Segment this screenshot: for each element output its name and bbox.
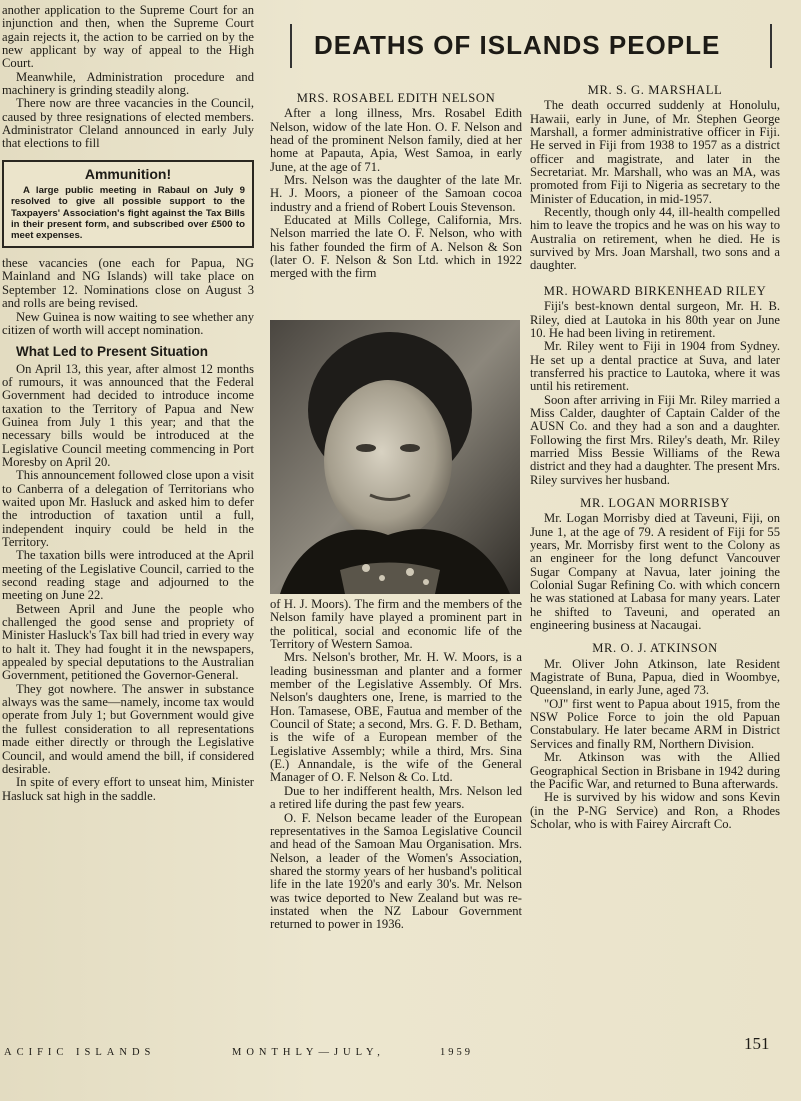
paragraph: Meanwhile, Administration procedure and machinery is grinding steadily along. — [2, 69, 254, 98]
paragraph: There now are three vacancies in the Council, caused by three resignations of elected members. Administrator Cleland announced in early July that elections to fill — [2, 96, 254, 151]
footer-year: 1959 — [440, 1047, 473, 1058]
column-right — [530, 80, 780, 831]
paragraph: Mr. Logan Morrisby died at Taveuni, Fiji, on June 1, at the age of 79. A resident of Fiji for 55 years, Mr. Morrisby first went to the Colony as an engineer for the long defunct Vancouver Sugar Company at Navua, later joining the Colonial Sugar Refining Co. with which concern he was stationed at Labasa for many years. Later he shifted to Taveuni, and operated an engineering business at Nacaugai. — [530, 511, 780, 633]
paragraph: This announcement followed close upon a visit to Canberra of a delegation of Territorians who waited upon Mr. Hasluck and asked him to defer the introduction of taxation until a full, independent inquiry could be held in the Territory. — [2, 468, 254, 550]
column-middle-top — [270, 88, 522, 281]
paragraph: Mr. Riley went to Fiji in 1904 from Sydney. He set up a dental practice at Suva, and later transferred his practice to Lautoka, where it was until his retirement. — [530, 339, 780, 394]
paragraph: another application to the Supreme Court for an injunction and then, when the Supreme Court again rejects it, the action to be carried on by the new applicant by way of appeal to the High Court. — [2, 3, 254, 71]
paragraph: Due to her indifferent health, Mrs. Nelson led a retired life during the past few years. — [270, 783, 522, 812]
column-left — [2, 4, 254, 803]
paragraph: Mr. Atkinson was with the Allied Geographical Section in Brisbane in 1942 during the Pacific War, and returned to Buna afterwards. — [530, 750, 780, 791]
paragraph: O. F. Nelson became leader of the European representatives in the Samoa Legislative Council and head of the Samoan Mau Organisation. Mrs. Nelson, a leader of the Women's Association, shared the stormy years of her husband's political life in the late 1920's and early 30's. Mr. Nelson was twice deported to New Zealand but was re-instated when the NZ Labour Government returned to power in 1936. — [270, 810, 522, 932]
paragraph: Educated at Mills College, California, Mrs. Nelson married the late O. F. Nelson, who with his father founded the firm of A. Nelson & Son (later O. F. Nelson & Son Ltd. which in 1922 merged with the firm — [270, 213, 522, 281]
column-middle-bottom — [270, 598, 522, 932]
page-footer — [4, 1043, 784, 1063]
paragraph: of H. J. Moors). The firm and the members of the Nelson family have played a prominent part in the political, social and economic life of the Territory of Western Samoa. — [270, 597, 522, 652]
paragraph: Soon after arriving in Fiji Mr. Riley married a Miss Calder, daughter of Captain Calder of the AUSN Co. and they had a son and a daughter. Following the first Mrs. Riley's death, Mr. Riley married Miss Bessie Williams of the Rewa district and they had a daughter. The present Mrs. Riley survives her husband. — [530, 392, 780, 487]
paragraph: The taxation bills were introduced at the April meeting of the Legislative Council, carried to the second reading stage and adjourned to the meeting on June 22. — [2, 548, 254, 603]
ammunition-text: A large public meeting in Rabaul on July 9 resolved to give all possible support to the Taxpayers' Association's fight against the Tax Bills in their present form, and subscribed over £500 to meet expenses. — [11, 185, 245, 241]
portrait-photo — [270, 320, 520, 594]
paragraph: In spite of every effort to unseat him, Minister Hasluck sat high in the saddle. — [2, 775, 254, 803]
obituary-heading: MR. HOWARD BIRKENHEAD RILEY — [543, 283, 767, 298]
page-number: 151 — [744, 1034, 770, 1053]
footer-issue: MONTHLY—JULY, — [232, 1047, 385, 1058]
obituary-heading: MR. O. J. ATKINSON — [592, 641, 718, 656]
obituary-heading: MRS. ROSABEL EDITH NELSON — [296, 91, 496, 105]
paragraph: Fiji's best-known dental surgeon, Mr. H. B. Riley, died at Lautoka in his 80th year on June 10. He had been living in retirement. — [530, 299, 780, 340]
paragraph: He is survived by his widow and sons Kevin (in the P-NG Service) and Ron, a Rhodes Scholar, who is with Fairey Aircraft Co. — [530, 790, 780, 831]
paragraph: these vacancies (one each for Papua, NG Mainland and NG Islands) will take place on September 12. Nominations close on August 3 and rolls are being revised. — [2, 256, 254, 311]
ammunition-box — [2, 160, 254, 248]
paragraph: On April 13, this year, after almost 12 months of rumours, it was announced that the Federal Government had decided to introduce income taxation to the Territory of Papua and New Guinea from July 1 this year; and that the necessary bills would be introduced at the Legislative Council meeting commencing in Port Moresby on April 20. — [2, 361, 254, 469]
paragraph: The death occurred suddenly at Honolulu, Hawaii, early in June, of Mr. Stephen George Marshall, a former administrative officer in Fiji. He served in Fiji from 1938 to 1957 as a district officer and magistrate, and later in the Secretariat. Mr. Marshall, who was an MA, was promoted from Fiji to Nigeria as secretary to the Minister of Education, in mid-1957. — [530, 98, 780, 206]
paragraph: Mrs. Nelson was the daughter of the late Mr. H. J. Moors, a pioneer of the Samoan cocoa industry and a friend of Robert Louis Stevenson. — [270, 173, 522, 214]
paragraph: "OJ" first went to Papua about 1915, from the NSW Police Force to join the old Papuan Constabulary. He later became ARM in District Services and finally RM, Northern Division. — [530, 696, 780, 751]
paragraph: New Guinea is now waiting to see whether any citizen of worth will accept nomination. — [2, 309, 254, 337]
section-banner — [290, 24, 768, 68]
subheading: What Led to Present Situation — [16, 344, 209, 360]
paragraph: Mrs. Nelson's brother, Mr. H. W. Moors, is a leading businessman and planter and a former member of the Legislative Assembly. Of Mrs. Nelson's daughters one, Irene, is married to the Hon. Tamasese, OBE, Fautua and member of the Council of State; a second, Mrs. G. F. D. Betham, is the wife of a European member of the Legislative Assembly; while a third, Mrs. Sina (E.) Annandale, is the wife of the General Manager of O. F. Nelson & Co. Ltd. — [270, 650, 522, 785]
banner-title: DEATHS OF ISLANDS PEOPLE — [314, 30, 721, 60]
paragraph: They got nowhere. The answer in substance always was the same—namely, income tax would operate from July 1; but Government would give the fullest consideration to all representations made either directly or through the Legislative Council, and would amend the bill, if considered desirable. — [2, 681, 254, 776]
paragraph: Between April and June the people who challenged the good sense and propriety of Minister Hasluck's Tax bill had tried in every way to halt it. They had fought it in the newspapers, appealed by special deputations to the Australian Government, petitioned the Governor-General. — [2, 601, 254, 683]
portrait-image — [270, 320, 520, 594]
paragraph: Recently, though only 44, ill-health compelled him to leave the tropics and he was on his way to Australia on retirement, when he died. He is survived by Mrs. Joan Marshall, two sons and a daughter. — [530, 205, 780, 273]
paragraph: After a long illness, Mrs. Rosabel Edith Nelson, widow of the late Hon. O. F. Nelson and head of the prominent Nelson family, died at her home at Papauta, Apia, West Samoa, in early June, at the age of 71. — [270, 106, 522, 174]
footer-publication: ACIFIC ISLANDS — [4, 1047, 156, 1058]
ammunition-title: Ammunition! — [84, 165, 172, 182]
obituary-heading: MR. LOGAN MORRISBY — [580, 495, 730, 510]
paragraph: Mr. Oliver John Atkinson, late Resident Magistrate of Buna, Papua, died in Woombye, Queensland, in early June, aged 73. — [530, 656, 780, 698]
obituary-heading: MR. S. G. MARSHALL — [587, 83, 723, 97]
